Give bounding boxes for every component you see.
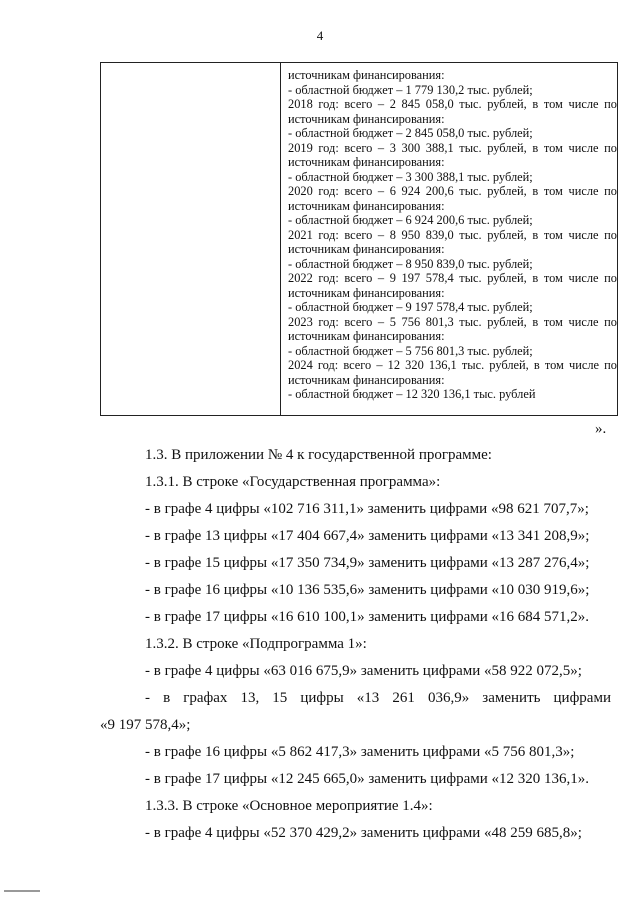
paragraph: 1.3.3. В строке «Основное мероприятие 1.4»: <box>145 798 433 814</box>
paragraph: - в графах 13, 15 цифры «13 261 036,9» заменить цифрами <box>145 690 611 706</box>
table-line: источникам финансирования: <box>288 198 445 213</box>
table-line: - областной бюджет – 12 320 136,1 тыс. рублей <box>288 387 536 401</box>
table-line: 2019 год: всего – 3 300 388,1 тыс. рублей, в том числе по <box>288 140 617 155</box>
paragraph: 1.3. В приложении № 4 к государственной программе: <box>145 447 492 463</box>
table-line: 2023 год: всего – 5 756 801,3 тыс. рублей, в том числе по <box>288 314 617 329</box>
paragraph: - в графе 4 цифры «52 370 429,2» заменить цифрами «48 259 685,8»; <box>145 825 582 841</box>
paragraph: «9 197 578,4»; <box>100 717 191 733</box>
table-line: источникам финансирования: <box>288 329 445 343</box>
table-line: 2020 год: всего – 6 924 200,6 тыс. рублей, в том числе по <box>288 184 617 198</box>
paragraph: - в графе 16 цифры «10 136 535,6» заменить цифрами «10 030 919,6»; <box>145 582 590 598</box>
table-line: 2021 год: всего – 8 950 839,0 тыс. рублей, в том числе по <box>288 227 617 242</box>
table-line: источникам финансирования: <box>288 111 445 126</box>
table-line: - областной бюджет – 1 779 130,2 тыс. рублей; <box>288 82 533 97</box>
table-line: источникам финансирования: <box>288 68 445 82</box>
table-left-cell <box>101 63 281 415</box>
table-line: источникам финансирования: <box>288 155 445 169</box>
page-number: 4 <box>316 28 324 43</box>
table-line: - областной бюджет – 9 197 578,4 тыс. рублей; <box>288 300 533 314</box>
paragraph: - в графе 4 цифры «102 716 311,1» заменить цифрами «98 621 707,7»; <box>145 501 589 517</box>
paragraph: - в графе 15 цифры «17 350 734,9» заменить цифрами «13 287 276,4»; <box>145 555 590 571</box>
table-line: источникам финансирования: <box>288 372 445 387</box>
paragraph: - в графе 16 цифры «5 862 417,3» заменить цифрами «5 756 801,3»; <box>145 744 575 760</box>
paragraph: - в графе 13 цифры «17 404 667,4» заменить цифрами «13 341 208,9»; <box>145 528 590 544</box>
paragraph: - в графе 17 цифры «12 245 665,0» заменить цифрами «12 320 136,1». <box>145 771 590 787</box>
table-right-cell <box>282 63 617 415</box>
table-line: источникам финансирования: <box>288 285 445 300</box>
paragraph: 1.3.2. В строке «Подпрограмма 1»: <box>145 636 367 652</box>
table-line: - областной бюджет – 6 924 200,6 тыс. рублей; <box>288 213 533 227</box>
table-line: - областной бюджет – 2 845 058,0 тыс. рублей; <box>288 126 533 140</box>
table-closing-quote: ». <box>595 421 607 437</box>
table-line: источникам финансирования: <box>288 242 445 256</box>
funding-table <box>100 62 618 416</box>
paragraph: - в графе 17 цифры «16 610 100,1» заменить цифрами «16 684 571,2». <box>145 609 590 625</box>
table-line: 2022 год: всего – 9 197 578,4 тыс. рублей, в том числе по <box>288 271 617 285</box>
table-line: 2018 год: всего – 2 845 058,0 тыс. рублей, в том числе по <box>288 97 617 111</box>
paragraph: - в графе 4 цифры «63 016 675,9» заменить цифрами «58 922 072,5»; <box>145 663 582 679</box>
table-line: - областной бюджет – 3 300 388,1 тыс. рублей; <box>288 169 533 184</box>
table-line: - областной бюджет – 5 756 801,3 тыс. рублей; <box>288 343 533 358</box>
paragraph: 1.3.1. В строке «Государственная программа»: <box>145 474 441 490</box>
scan-edge-mark <box>4 890 40 892</box>
table-line: - областной бюджет – 8 950 839,0 тыс. рублей; <box>288 256 533 271</box>
table-line: 2024 год: всего – 12 320 136,1 тыс. рублей, в том числе по <box>288 358 617 372</box>
